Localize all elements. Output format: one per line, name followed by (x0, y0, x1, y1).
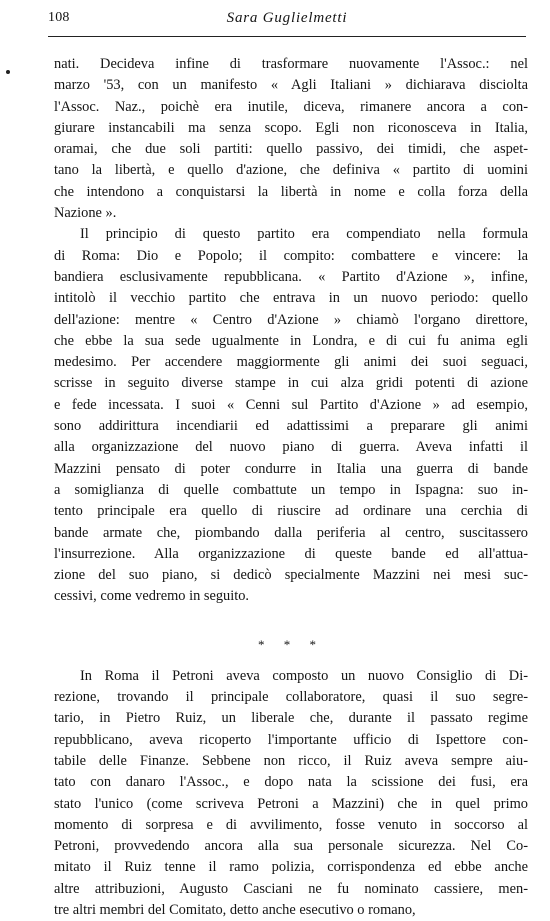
text-line: giurare instancabili ma senza scopo. Egli non riconosceva in Italia, (54, 119, 528, 136)
text-line: dell'azione: mentre « Centro d'Azione » chiamò l'organo direttore, (54, 311, 528, 328)
text-line: Il principio di questo partito era compendiato nella formula (80, 226, 528, 243)
text-line: tano la libertà, e quello d'azione, che definiva « partito di uomini (54, 162, 528, 179)
text-line: di Roma: Dio e Popolo; il compito: combattere e vincere: la (54, 247, 528, 264)
text-line: l'Assoc. Naz., poichè era inutile, diceva, rimanere ancora a con- (54, 98, 528, 115)
text-line: medesimo. Per accendere maggiormente gli animi dei suoi seguaci, (54, 354, 528, 371)
text-line: stato l'unico (come scriveva Petroni a Mazzini) che in quel primo (54, 795, 528, 812)
page-number: 108 (48, 10, 70, 25)
text-line: a somiglianza di quelle combattute un tempo in Ispagna: suo in- (54, 481, 528, 498)
running-head: Sara Guglielmetti (226, 10, 348, 26)
text-line: momento di sorpresa e di avvilimento, fosse venuto in soccorso al (54, 816, 528, 833)
text-line: alla organizzazione del nuovo piano di guerra. Aveva infatti il (54, 439, 528, 456)
text-line: scrisse in seguito diverse stampe in cui alza gridi potenti di azione (54, 375, 528, 392)
ink-speck (6, 70, 10, 74)
text-line: tabile delle Finanze. Sebbene non ricco, il Ruiz aveva sempre aiu- (54, 752, 528, 769)
text-line: bande armate che, piombando dalla periferia al centro, suscitassero (54, 524, 528, 541)
text-line: l'insurrezione. Alla organizzazione di queste bande ed all'attua- (54, 545, 528, 562)
spacer (54, 608, 528, 624)
text-line: Petroni, provvedendo ancora alla sua personale sicurezza. Nel Co- (54, 838, 528, 855)
text-line: In Roma il Petroni aveva composto un nuovo Consiglio di Di- (80, 667, 528, 684)
page-header (48, 8, 526, 32)
text-line: che ebbe la sua sede ugualmente in Londra, e di cui fu anima egli (54, 332, 528, 349)
paragraph (54, 666, 528, 921)
paragraph (54, 224, 528, 607)
text-line: cessivi, come vedremo in seguito. (54, 588, 250, 605)
text-line: Mazzini pensato di poter condurre in Italia una guerra di bande (54, 460, 528, 477)
text-line: zione del suo piano, si dedicò specialmente Mazzini nei mesi suc- (54, 567, 528, 584)
section-separator: * * * (258, 636, 324, 652)
text-line: marzo '53, con un manifesto « Agli Italiani » dichiarava disciolta (54, 77, 528, 94)
text-line: repubblicano, aveva ricoperto l'importante ufficio di Ispettore con- (54, 731, 528, 748)
text-line: tario, in Pietro Ruiz, un liberale che, durante il passato regime (54, 710, 528, 727)
text-line: Nazione ». (54, 205, 117, 222)
text-line: rezione, trovando il principale collaboratore, quasi il suo segre- (54, 689, 528, 706)
header-rule (48, 36, 526, 37)
text-line: tento principale era quello di riuscire ad ordinare una cerchia di (54, 503, 528, 520)
text-line: mitato il Ruiz tenne il ramo polizia, corrispondenza ed ebbe anche (54, 859, 528, 876)
paragraph (54, 54, 528, 224)
text-line: intitolò il vecchio partito che entrava in un nuovo periodo: quello (54, 290, 528, 307)
text-line: tre altri membri del Comitato, detto anche esecutivo o romano, (54, 901, 416, 918)
text-line: oramai, che due soli partiti: quello passivo, dei timidi, che aspet- (54, 141, 528, 158)
text-line: che intendono a conquistarsi la libertà in nome e colla forza della (54, 183, 528, 200)
text-line: e fede incessata. I suoi « Cenni sul Partito d'Azione » ad esempio, (54, 396, 528, 413)
text-line: tato con danaro l'Assoc., e dopo nata la scissione dei fusi, era (54, 774, 528, 791)
text-line: bandiera esclusivamente repubblicana. « Partito d'Azione », infine, (54, 268, 528, 285)
body-text (54, 54, 528, 921)
text-line: nati. Decideva infine di trasformare nuovamente l'Assoc.: nel (54, 56, 528, 72)
text-line: sono addirittura incendiarii ed adattissimi a preparare gli animi (54, 418, 528, 435)
text-line: altre attribuzioni, Augusto Casciani ne fu nominato cassiere, men- (54, 880, 528, 897)
